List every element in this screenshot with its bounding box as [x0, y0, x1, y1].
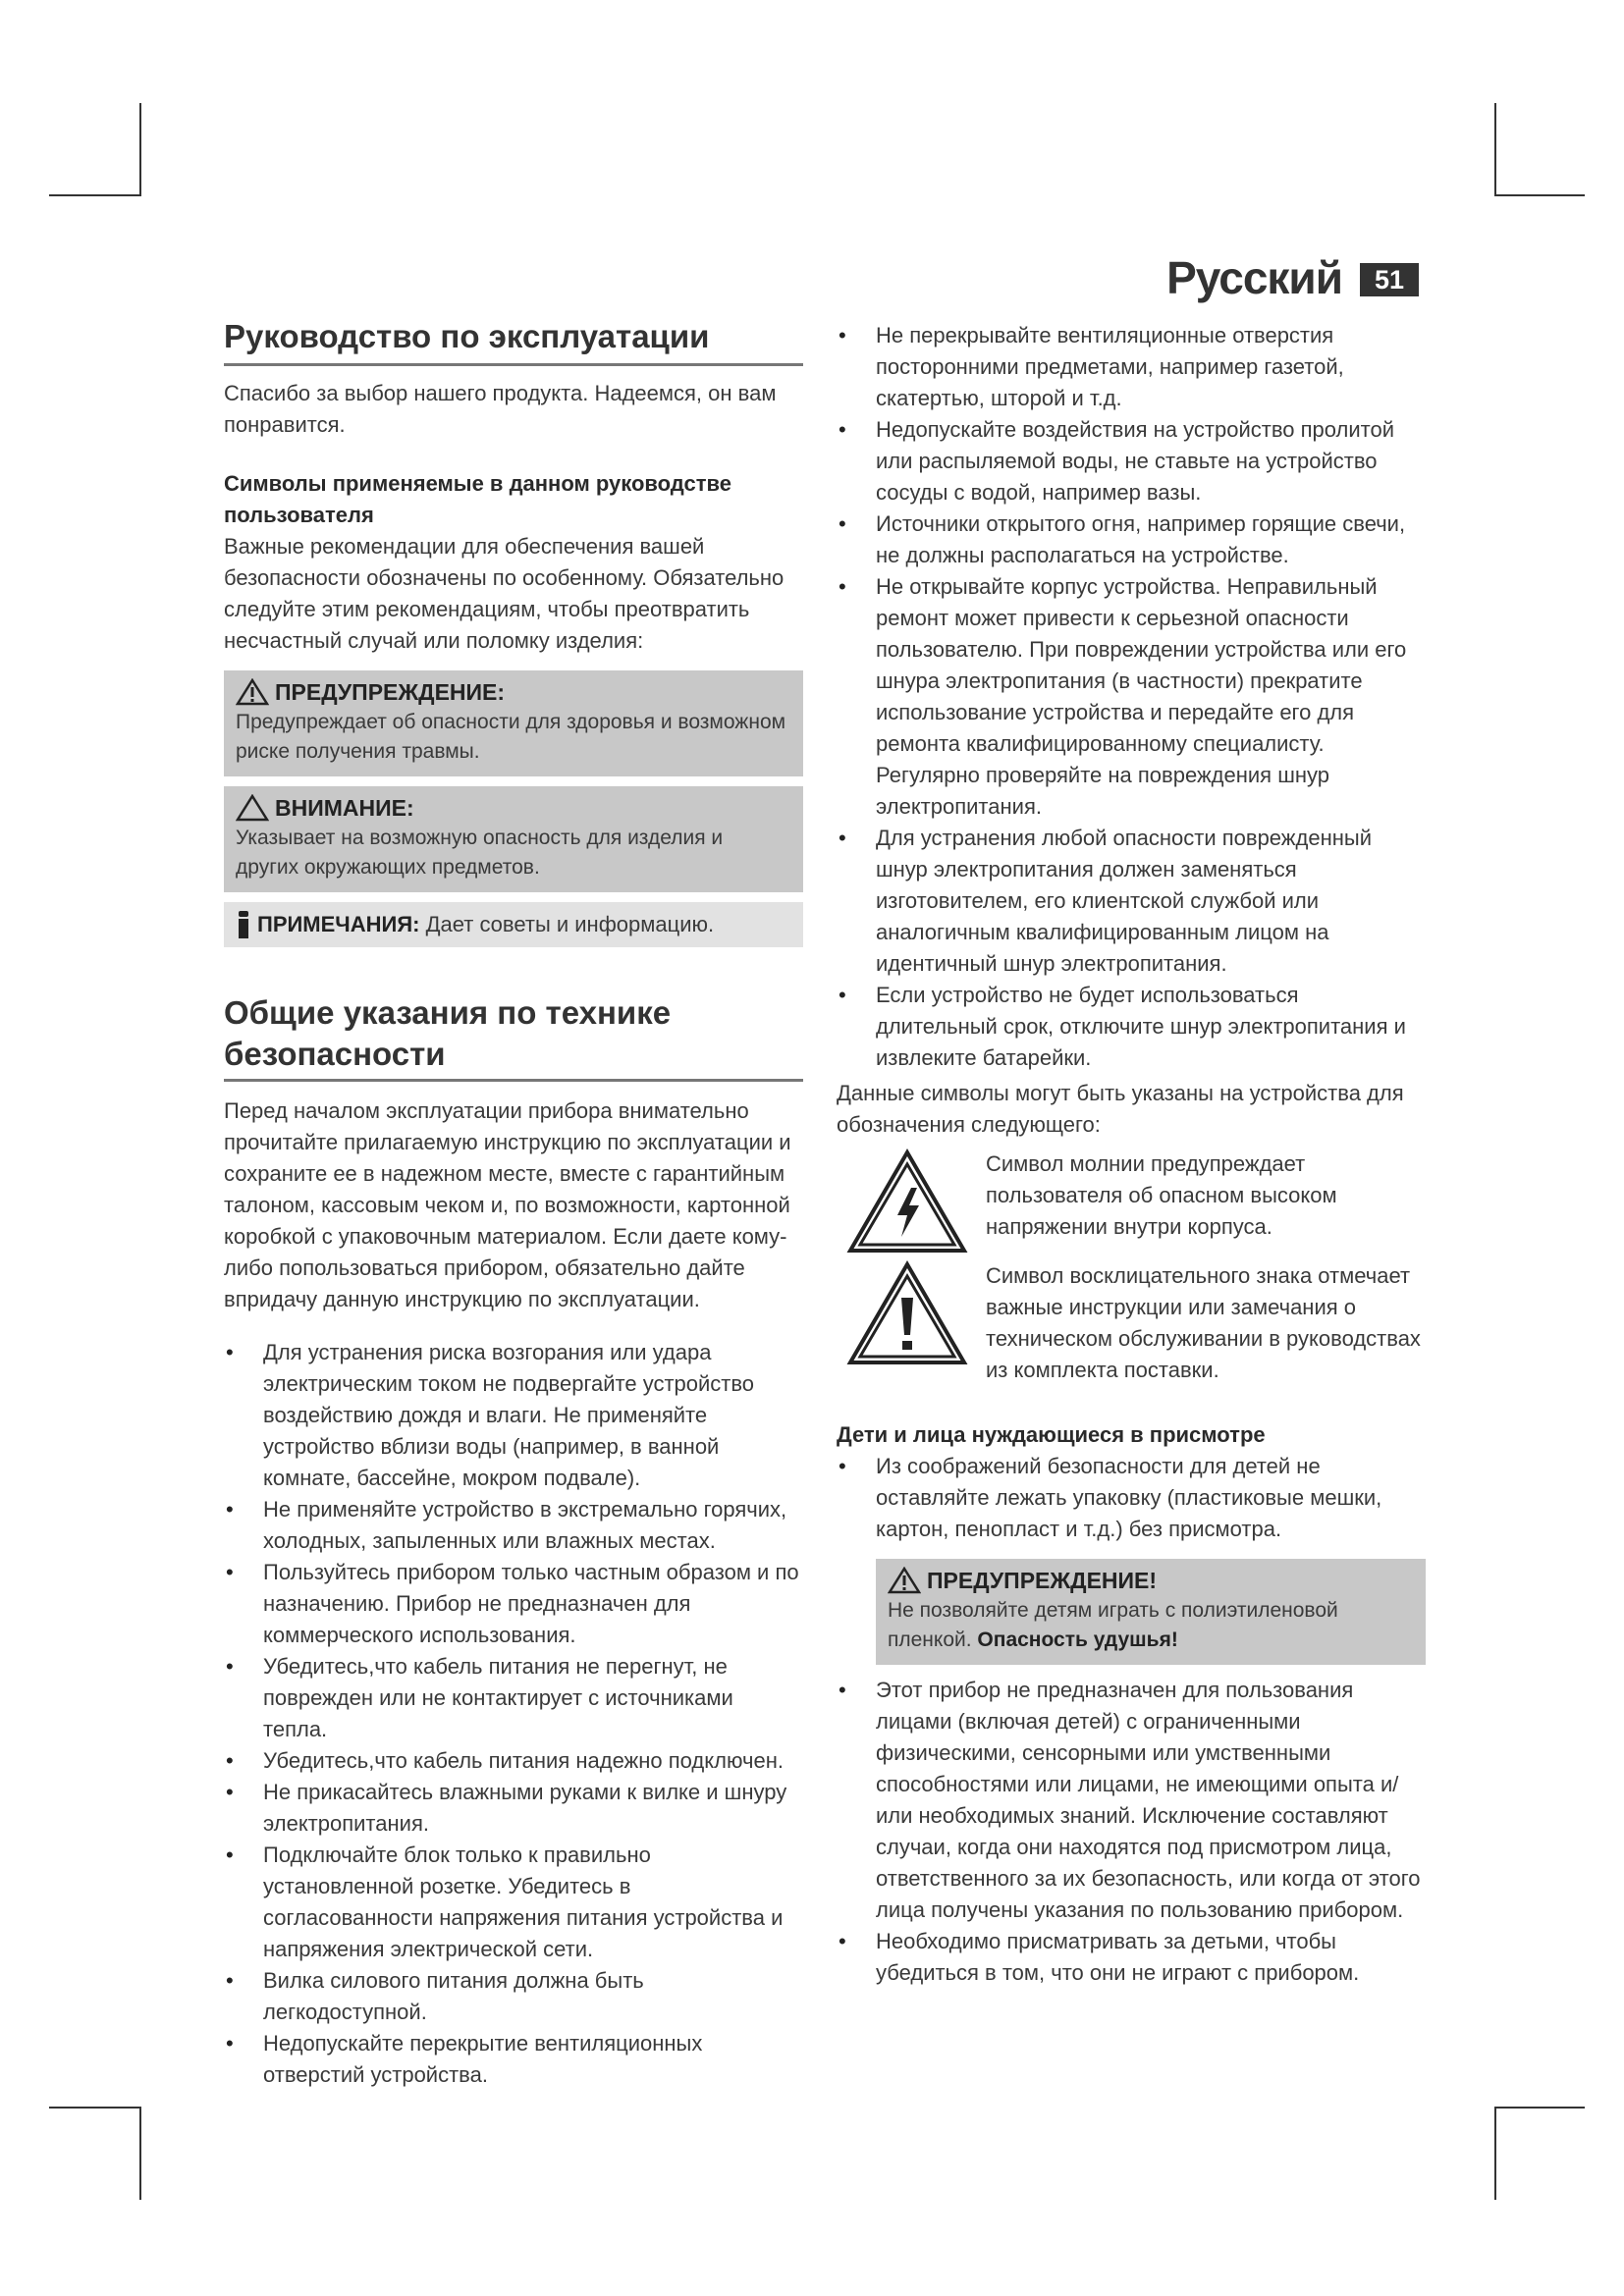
- warning-text: Предупреждает об опасности для здоровья и возможном риске получения травмы.: [236, 711, 786, 763]
- left-column: [224, 316, 803, 2091]
- note-title: ПРИМЕЧАНИЯ:: [257, 912, 420, 936]
- crop-mark-top-left-v: [139, 103, 141, 196]
- list-item: • Из соображений безопасности для детей не оставляйте лежать упаковку (пластиковые мешки, картон, пенопласт и т.д.) без присмотра.: [837, 1451, 1426, 1545]
- warning-triangle-icon: [888, 1567, 921, 1594]
- caution-text: Указывает на возможную опасность для изделия и других окружающих предметов.: [236, 827, 724, 879]
- children-warning-title: ПРЕДУПРЕЖДЕНИЕ!: [927, 1568, 1158, 1593]
- list-item: • Источники открытого огня, например горящие свечи, не должны располагаться на устройстве.: [837, 508, 1426, 571]
- caution-title: ВНИМАНИЕ:: [275, 795, 414, 821]
- list-item: • Вилка силового питания должна быть легкодоступной.: [224, 1965, 803, 2028]
- list-item: • Не применяйте устройство в экстремально горячих, холодных, запыленных или влажных местах.: [224, 1494, 803, 1557]
- language-title: Русский: [1166, 252, 1342, 303]
- list-item: • Если устройство не будет использоваться длительный срок, отключите шнур электропитания и извлеките батарейки.: [837, 980, 1426, 1074]
- symbols-heading: Символы применяемые в данном руководстве пользователя: [224, 471, 731, 527]
- note-text: Дает советы и информацию.: [425, 912, 715, 936]
- symbols-intro: Данные символы могут быть указаны на устройства для обозначения следующего:: [837, 1081, 1404, 1137]
- lightning-warning-icon: [846, 1148, 968, 1255]
- list-item: • Недопускайте воздействия на устройство пролитой или распыляемой воды, не ставьте на устройство сосуды с водой, например вазы.: [837, 414, 1426, 508]
- children-warning-text: Не позволяйте детям играть с полиэтиленовой пленкой.: [888, 1599, 1338, 1651]
- list-item: • Для устранения риска возгорания или удара электрическим током не подвергайте устройство воздействию дождя и влаги. Не применяйте устройство вблизи воды (например, в ванной комнате, бассейне, мокром подвале).: [224, 1337, 803, 1494]
- crop-mark-bottom-left-h: [49, 2107, 141, 2109]
- exclamation-text: Символ восклицательного знака отмечает важные инструкции или замечания о техническом обслуживании в руководствах из комплекта поставки.: [986, 1263, 1421, 1382]
- list-item: • Необходимо присматривать за детьми, чтобы убедиться в том, что они не играют с прибором.: [837, 1926, 1426, 1989]
- symbols-text: Важные рекомендации для обеспечения вашей безопасности обозначены по особенному. Обязательно следуйте этим рекомендациям, чтобы преотвратить несчастный случай или поломку изделия:: [224, 534, 785, 653]
- safety-list-left: [224, 1337, 803, 2091]
- caution-triangle-icon: [236, 794, 269, 822]
- children-warning-bold: Опасность удушья!: [977, 1629, 1178, 1651]
- warning-triangle-icon: [236, 678, 269, 706]
- safety-list-right: [837, 320, 1426, 1074]
- crop-mark-top-right-v: [1494, 103, 1496, 196]
- note-box: [224, 902, 803, 947]
- list-item: • Этот прибор не предназначен для пользования лицами (включая детей) с ограниченными физическими, сенсорными или умственными способностями или лицами, не имеющими опыта и/или необходимых знаний. Исключение составляют случаи, когда они находятся под присмотром лица, ответственного за их безопасность, или когда от этого лица получены указания по пользованию прибором.: [837, 1675, 1426, 1926]
- list-item: • Убедитесь,что кабель питания не перегнут, не поврежден или не контактирует с источниками тепла.: [224, 1651, 803, 1745]
- list-item: • Не прикасайтесь влажными руками к вилке и шнуру электропитания.: [224, 1777, 803, 1840]
- list-item: • Убедитесь,что кабель питания надежно подключен.: [224, 1745, 803, 1777]
- crop-mark-top-left-h: [49, 194, 141, 196]
- lightning-text: Символ молнии предупреждает пользователя об опасном высоком напряжении внутри корпуса.: [986, 1151, 1337, 1239]
- info-icon: [236, 911, 251, 938]
- divider: [224, 363, 803, 366]
- children-list: [837, 1451, 1426, 1545]
- exclamation-symbol-row: [837, 1260, 1426, 1386]
- list-item: • Не перекрывайте вентиляционные отверстия посторонними предметами, например газетой, скатертью, шторой и т.д.: [837, 320, 1426, 414]
- children-heading: Дети и лица нуждающиеся в присмотре: [837, 1422, 1266, 1447]
- list-item: • Пользуйтесь прибором только частным образом и по назначению. Прибор не предназначен для коммерческого использования.: [224, 1557, 803, 1651]
- right-column: [837, 320, 1426, 1989]
- safety-title: Общие указания по технике безопасности: [224, 994, 672, 1072]
- caution-box: [224, 786, 803, 892]
- page-number: 51: [1360, 263, 1419, 296]
- lightning-symbol-row: [837, 1148, 1426, 1255]
- crop-mark-top-right-h: [1494, 194, 1585, 196]
- children-warning-box: [876, 1559, 1426, 1665]
- list-item: • Не открывайте корпус устройства. Неправильный ремонт может привести к серьезной опасности пользователю. При повреждении устройства или его шнура электропитания (в частности) прекратите использование устройства и передайте его для ремонта квалифицированному специалисту. Регулярно проверяйте на повреждения шнур электропитания.: [837, 571, 1426, 823]
- list-item: • Для устранения любой опасности поврежденный шнур электропитания должен заменяться изготовителем, его клиентской службой или аналогичным квалифицированным лицом на идентичный шнур электропитания.: [837, 823, 1426, 980]
- children-list-2: [837, 1675, 1426, 1989]
- warning-title: ПРЕДУПРЕЖДЕНИЕ:: [275, 679, 506, 705]
- page-header: [1144, 252, 1419, 304]
- intro-text: Спасибо за выбор нашего продукта. Надеемся, он вам понравится.: [224, 381, 777, 437]
- list-item: • Подключайте блок только к правильно установленной розетке. Убедитесь в согласованности напряжения питания устройства и напряжения электрической сети.: [224, 1840, 803, 1965]
- list-item: • Недопускайте перекрытие вентиляционных отверстий устройства.: [224, 2028, 803, 2091]
- crop-mark-bottom-left-v: [139, 2107, 141, 2200]
- crop-mark-bottom-right-v: [1494, 2107, 1496, 2200]
- warning-box: [224, 670, 803, 776]
- exclamation-warning-icon: [846, 1260, 968, 1366]
- safety-intro: Перед началом эксплуатации прибора внимательно прочитайте прилагаемую инструкцию по эксплуатации и сохраните ее в надежном месте, вместе с гарантийным талоном, кассовым чеком и, по возможности, картонной коробкой с упаковочным материалом. Если даете кому-либо попользоваться прибором, обязательно дайте впридачу данную инструкцию по эксплуатации.: [224, 1098, 791, 1311]
- manual-title: Руководство по эксплуатации: [224, 318, 710, 354]
- divider: [224, 1079, 803, 1082]
- crop-mark-bottom-right-h: [1494, 2107, 1585, 2109]
